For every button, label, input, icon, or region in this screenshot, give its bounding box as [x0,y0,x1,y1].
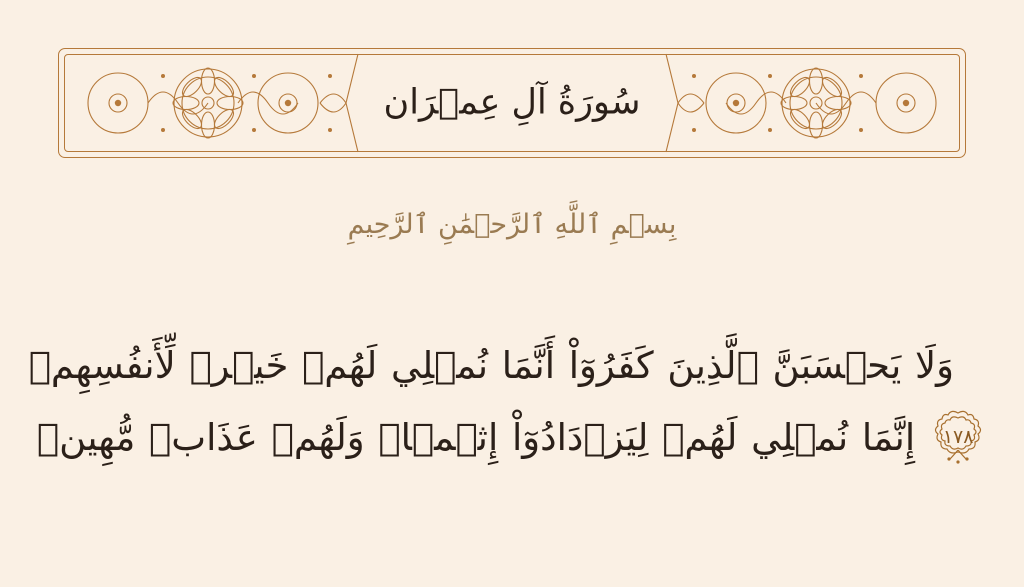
ayah-line-2-text: إِنَّمَا نُمۡلِي لَهُمۡ لِيَزۡدَادُوٓاْ إِثۡمࣰاۚ وَلَهُمۡ عَذَابࣱ مُّهِينࣱ [36,416,916,460]
surah-title: سُورَةُ آلِ عِمۡرَان [383,82,641,123]
surah-header-banner [58,48,966,158]
ayah-text-block [28,330,974,474]
ayah-number-medallion [929,409,987,467]
basmala-text: بِسۡمِ ٱللَّهِ ٱلرَّحۡمَٰنِ ٱلرَّحِيمِ [347,209,677,240]
ayah-line-1: وَلَا يَحۡسَبَنَّ ٱلَّذِينَ كَفَرُوٓاْ أَنَّمَا نُمۡلِي لَهُمۡ خَيۡرٞ لِّأَنفُسِهِمۡ [28,344,954,387]
ayah-number: ١٧٨ [942,425,974,448]
ayah-line-2-row [36,402,974,474]
